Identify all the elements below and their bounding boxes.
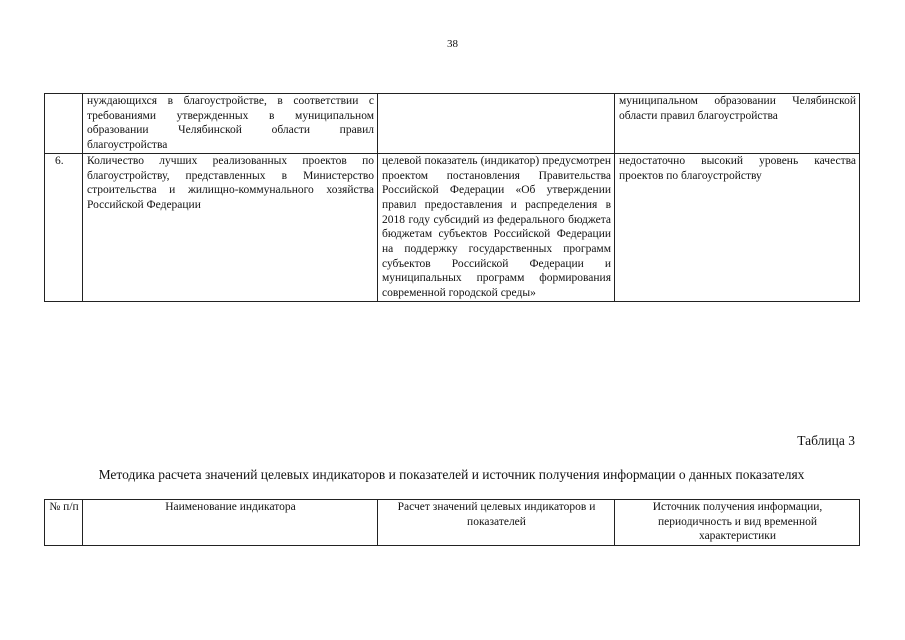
- table-3-heading: Методика расчета значений целевых индикаторов и показателей и источник получения информации о данных показателях: [98, 467, 805, 482]
- basis-cell: [378, 94, 615, 154]
- basis-cell: целевой показатель (индикатор) предусмотрен проектом постановления Правительства Российской Федерации «Об утверждении правил предоставления и распределения в 2018 году субсидий из федерального бюджета бюджетам субъектов Российской Федерации на поддержку государственных программ субъектов Российской Федерации и муниципальных программ формирования современной городской среды»: [378, 153, 615, 301]
- table-header-row: [45, 500, 860, 546]
- row-number-cell: 6.: [45, 153, 83, 301]
- row-number-cell: [45, 94, 83, 154]
- problem-cell: недостаточно высокий уровень качества проектов по благоустройству: [615, 153, 860, 301]
- table-3-caption: Таблица 3: [797, 433, 855, 448]
- table-row: [45, 153, 860, 301]
- indicator-description-cell: Количество лучших реализованных проектов по благоустройству, представленных в Министерство строительства и жилищно-коммунального хозяйства Российской Федерации: [83, 153, 378, 301]
- table-row: [45, 94, 860, 154]
- continued-indicators-table: [44, 93, 860, 302]
- header-source: Источник получения информации, периодичность и вид временной характеристики: [615, 500, 860, 546]
- header-calculation: Расчет значений целевых индикаторов и показателей: [378, 500, 615, 546]
- page-number: 38: [447, 38, 458, 50]
- problem-cell: муниципальном образовании Челябинской области правил благоустройства: [615, 94, 860, 154]
- methodology-table: [44, 499, 860, 546]
- indicator-description-cell: нуждающихся в благоустройстве, в соответствии с требованиями утвержденных в муниципальном образовании Челябинской области правил благоустройства: [83, 94, 378, 154]
- header-number: № п/п: [45, 500, 83, 546]
- header-indicator-name: Наименование индикатора: [83, 500, 378, 546]
